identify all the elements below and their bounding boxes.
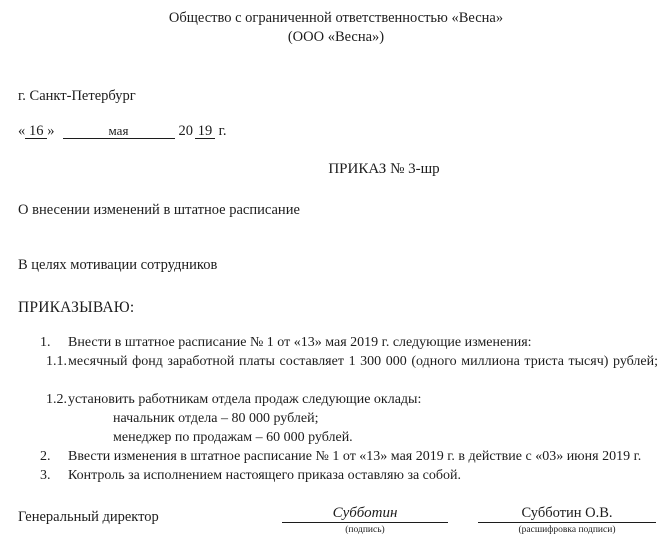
order-item	[18, 333, 658, 352]
organization-short-name: (ООО «Весна»)	[287, 29, 385, 45]
signer-name: Субботин О.В.	[478, 505, 656, 523]
order-subitem-text: месячный фонд заработной платы составляет 1 300 000 (одного миллиона триста тысяч) рублей;	[68, 354, 658, 369]
order-subitem	[18, 352, 658, 390]
order-subject: О внесении изменений в штатное расписание	[18, 202, 300, 218]
date-day: 16	[25, 124, 47, 139]
order-subitem-number: 1.1.	[46, 354, 67, 369]
order-subitem-bullet: менеджер по продажам – 60 000 рублей.	[113, 430, 353, 445]
decree-keyword: ПРИКАЗЫВАЮ:	[18, 299, 135, 316]
handwritten-signature: Субботин	[282, 505, 448, 523]
date-close-quote: »	[47, 123, 55, 139]
signature-block	[0, 505, 672, 555]
signature-decoding-cell	[478, 505, 656, 536]
order-preamble: В целях мотивации сотрудников	[18, 257, 218, 273]
order-title: ПРИКАЗ № 3-шр	[328, 161, 440, 177]
order-item-number: 2.	[40, 449, 51, 464]
signature-cell	[282, 505, 448, 536]
city-line: г. Санкт-Петербург	[18, 88, 136, 104]
order-items-list	[18, 333, 658, 485]
order-item-number: 3.	[40, 468, 51, 483]
date-line	[18, 123, 672, 140]
date-year-suffix: г.	[218, 123, 227, 139]
order-item-text: Внести в штатное расписание № 1 от «13» мая 2019 г. следующие изменения:	[68, 335, 532, 350]
date-open-quote: «	[18, 123, 26, 139]
order-subitem	[18, 390, 658, 409]
order-item	[18, 466, 658, 485]
signature-decoding-caption: (расшифровка подписи)	[518, 525, 616, 535]
order-subitem-bullet: начальник отдела – 80 000 рублей;	[113, 411, 319, 426]
order-item-text: Контроль за исполнением настоящего приказа оставляю за собой.	[68, 468, 462, 483]
date-century: 20	[178, 123, 193, 139]
organization-header	[0, 0, 672, 47]
organization-full-name: Общество с ограниченной ответственностью «Весна»	[168, 10, 504, 26]
signer-position: Генеральный директор	[18, 509, 159, 525]
signature-caption: (подпись)	[345, 525, 385, 535]
order-item-text: Ввести изменения в штатное расписание № 1 от «13» мая 2019 г. в действие с «03» июня 2019 г.	[68, 449, 642, 464]
order-item-number: 1.	[40, 335, 51, 350]
date-month: мая	[63, 124, 175, 139]
order-subitem-text: установить работникам отдела продаж следующие оклады:	[68, 392, 422, 407]
order-subitem-number: 1.2.	[46, 392, 67, 407]
order-item	[18, 447, 658, 466]
date-year: 19	[195, 124, 215, 139]
